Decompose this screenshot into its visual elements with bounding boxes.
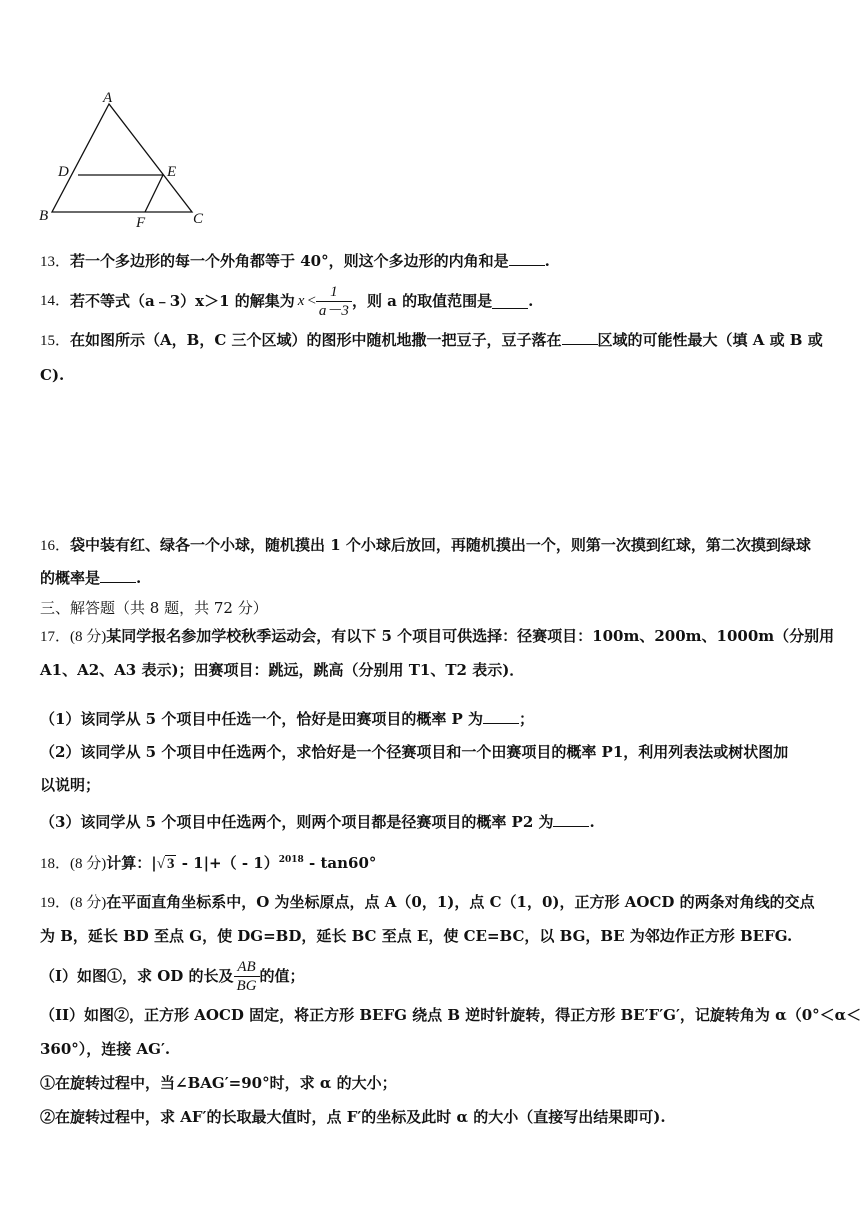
question-19 (40, 892, 815, 913)
question-text: 在平面直角坐标系中，O 为坐标原点，点 A（0，1)，点 C（1，0)，正方形 AOCD 的两条对角线的交点 (106, 893, 815, 911)
question-number: 14． (40, 293, 71, 309)
question-text: 在如图所示（A，B，C 三个区域）的图形中随机地撒一把豆子，豆子落在 (70, 331, 562, 349)
part-text: （I）如图①，求 OD 的长及 (40, 967, 234, 985)
question-19-part2 (40, 1005, 861, 1025)
part-text-2: 的值； (259, 967, 305, 985)
answer-blank (492, 294, 528, 309)
question-text-3: - tan60° (303, 854, 377, 872)
part-end: . (589, 813, 595, 831)
less-than-sign: < (307, 293, 316, 309)
fraction-numerator: AB (234, 958, 260, 977)
question-18 (40, 850, 376, 874)
fraction-denominator: BG (236, 977, 257, 994)
label-b: B (39, 208, 49, 224)
question-19-sub1 (40, 1073, 397, 1093)
question-score: (8 分) (70, 629, 107, 645)
sub-question-text: ①在旋转过程中，当∠BAG′=90°时，求 α 的大小； (40, 1074, 397, 1092)
sub-question-text: ②在旋转过程中，求 AF′的长取最大值时，点 F′的坐标及此时 α 的大小（直接写出结果即可). (40, 1108, 666, 1126)
fraction-numerator: 1 (316, 283, 352, 302)
question-15 (40, 330, 823, 351)
question-end: . (528, 292, 534, 310)
question-19-part1 (40, 954, 305, 998)
fraction-denominator: a－3 (318, 302, 349, 319)
answer-blank (562, 330, 598, 345)
question-text: 的概率是 (40, 569, 101, 587)
label-c: C (193, 211, 204, 227)
question-text-2: - 1|+（ - 1） (176, 854, 279, 872)
question-17-line2 (40, 660, 524, 680)
part-text: 360°），连接 AG′. (40, 1040, 171, 1058)
sqrt-argument: 3 (166, 856, 175, 872)
question-13 (40, 251, 550, 272)
question-number: 18． (40, 856, 71, 872)
question-text: 某同学报名参加学校秋季运动会，有以下 5 个项目可供选择：径赛项目：100m、200m、1000m（分别用 (106, 627, 835, 645)
question-16-line2 (40, 568, 141, 588)
question-17 (40, 626, 834, 647)
part-text: 以说明； (40, 776, 101, 794)
segment-ef (145, 175, 163, 212)
part-text: （II）如图②，正方形 AOCD 固定，将正方形 BEFG 绕点 B 逆时针旋转，得正方形 BE′F′G′，记旋转角为 α（0°＜α＜ (40, 1006, 862, 1024)
question-17-part2 (40, 742, 788, 762)
section-title-text: 三、解答题（共 8 题，共 72 分） (40, 599, 268, 617)
question-number: 17． (40, 629, 71, 645)
question-text: 计算：| (106, 854, 157, 872)
answer-blank (509, 251, 545, 266)
question-number: 15． (40, 333, 71, 349)
question-text: 为 B，延长 BD 至点 G，使 DG=BD，延长 BC 至点 E，使 CE=BC，以 BG，BE 为邻边作正方形 BEFG. (40, 927, 793, 945)
question-17-part1 (40, 709, 534, 729)
question-end: . (136, 569, 142, 587)
label-e: E (167, 164, 177, 180)
answer-blank (483, 709, 519, 724)
part-text: （1）该同学从 5 个项目中任选一个，恰好是田赛项目的概率 P 为 (40, 710, 484, 728)
triangle-abc (52, 104, 192, 212)
part-text: （2）该同学从 5 个项目中任选两个，求恰好是一个径赛项目和一个田赛项目的概率 P1，利用列表法或树状图加 (40, 743, 789, 761)
part-text: （3）该同学从 5 个项目中任选两个，则两个项目都是径赛项目的概率 P2 为 (40, 813, 554, 831)
exponent: 2018 (278, 855, 304, 865)
question-text: A1、A2、A3 表示)；田赛项目：跳远，跳高（分别用 T1、T2 表示)． (40, 661, 525, 679)
question-text-2: 区域的可能性最大（填 A 或 B 或 (597, 331, 823, 349)
question-text: C). (40, 366, 65, 384)
triangle-figure (30, 88, 220, 233)
question-19-part2-line2 (40, 1039, 170, 1059)
question-number: 16． (40, 538, 71, 554)
question-score: (8 分) (70, 856, 107, 872)
part-end: ； (519, 710, 535, 728)
answer-blank (100, 568, 136, 583)
question-text: 袋中装有红、绿各一个小球，随机摸出 1 个小球后放回，再随机摸出一个，则第一次摸到红球，第二次摸到绿球 (70, 536, 811, 554)
label-d: D (58, 164, 69, 180)
label-a: A (103, 90, 113, 106)
question-number: 19． (40, 895, 71, 911)
question-19-line2 (40, 926, 792, 946)
answer-blank (553, 812, 589, 827)
question-text: 若一个多边形的每一个外角都等于 40°，则这个多边形的内角和是 (70, 252, 509, 270)
question-score: (8 分) (70, 895, 107, 911)
question-15-line2 (40, 365, 64, 385)
question-17-part2-line2 (40, 775, 100, 795)
question-17-part3 (40, 812, 595, 832)
variable-x: x (297, 293, 305, 309)
fraction (316, 283, 352, 320)
question-text: 若不等式（a﹣3）x＞1 的解集为 (70, 292, 295, 310)
fraction (234, 958, 260, 995)
question-end: . (544, 252, 550, 270)
question-16 (40, 535, 811, 556)
sqrt-expression: √ 3 (156, 856, 175, 872)
question-number: 13． (40, 254, 71, 270)
question-19-sub2 (40, 1107, 666, 1127)
question-14 (40, 279, 533, 323)
label-f: F (136, 215, 146, 231)
section-title (40, 598, 268, 618)
question-text-2: ，则 a 的取值范围是 (351, 292, 493, 310)
